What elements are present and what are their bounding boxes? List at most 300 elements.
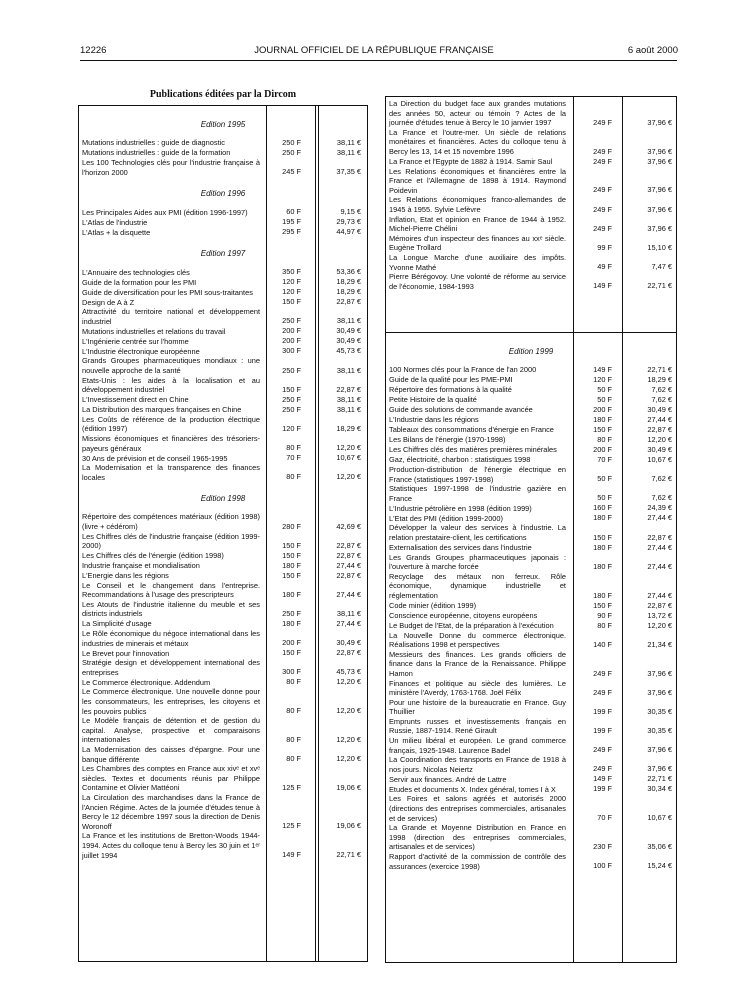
publication-row	[79, 512, 367, 531]
price-francs: 120 F	[282, 277, 301, 287]
price-francs: 245 F	[282, 167, 301, 177]
price-francs: 280 F	[282, 521, 301, 531]
publication-row	[386, 445, 676, 455]
publication-row	[386, 823, 676, 852]
publication-row	[386, 572, 676, 601]
publication-row	[386, 650, 676, 679]
publication-name: Le Modèle français de détention et de gestion du capital. Analyse, prospective et comparaisons internationales	[82, 716, 260, 745]
price-francs: 200 F	[593, 405, 612, 414]
publication-name: Les Principales Aides aux PMI (édition 1996-1997)	[82, 207, 248, 217]
price-euros: 10,67 €	[647, 813, 672, 823]
publication-name: Le Conseil et le changement dans l'entreprise. Recommandations à l'usage des prescripteurs	[82, 580, 260, 600]
price-francs: 250 F	[282, 365, 301, 375]
price-francs: 160 F	[593, 503, 612, 513]
price-francs: 150 F	[593, 532, 612, 542]
publication-name: La Distribution des marques françaises en Chine	[82, 405, 242, 415]
price-francs: 149 F	[593, 365, 612, 374]
publication-row	[79, 346, 367, 356]
price-francs: 180 F	[593, 542, 612, 552]
price-euros: 22,87 €	[647, 600, 672, 610]
publication-name: Stratégie design et développement international des entreprises	[82, 658, 260, 677]
publication-name: Externalisation des services dans l'industrie	[389, 542, 532, 552]
price-euros: 9,15 €	[340, 207, 361, 217]
price-francs: 150 F	[593, 425, 612, 434]
price-euros: 27,44 €	[647, 561, 672, 571]
publication-name: La Longue Marche d'une auxiliaire des impôts. Yvonne Mathé	[389, 252, 566, 272]
price-francs: 249 F	[593, 117, 612, 127]
price-francs: 140 F	[593, 639, 612, 649]
price-francs: 125 F	[282, 782, 301, 792]
publication-name: Guide des solutions de commande avancée	[389, 405, 533, 415]
publication-row	[79, 551, 367, 561]
publication-name: Rapport d'activité de la commission de contrôle des assurances (exercice 1998)	[389, 852, 566, 871]
price-francs: 50 F	[597, 493, 612, 503]
publication-name: Statistiques 1997-1998 de l'industrie gazière en France	[389, 484, 566, 503]
publication-name: Mutations industrielles : guide de la formation	[82, 148, 231, 158]
price-francs: 120 F	[282, 423, 301, 433]
edition-heading: Edition 1997	[200, 249, 246, 259]
price-euros: 22,87 €	[336, 550, 361, 560]
publication-row	[79, 326, 367, 336]
publication-name: Production-distribution de l'énergie électrique en France (statistiques 1997-1998)	[389, 465, 566, 484]
price-euros: 37,96 €	[647, 146, 672, 156]
price-euros: 12,20 €	[647, 620, 672, 630]
price-francs: 300 F	[282, 667, 301, 677]
publication-name: Les Chambres des comptes en France aux xivᵉ et xvᵉ siècles. Textes et documents réunis par Philippe Contamine et Olivier Mattéoni	[82, 764, 260, 793]
publication-name: Les Grands Groupes pharmaceutiques japonais : l'ouverture à marche forcée	[389, 552, 566, 572]
price-francs: 99 F	[597, 242, 612, 252]
publication-name: Guide de la qualité pour les PME-PMI	[389, 375, 513, 385]
price-francs: 150 F	[282, 384, 301, 394]
publication-row	[79, 356, 367, 375]
publication-name: Le Budget de l'Etat, de la préparation à l'exécution	[389, 620, 554, 630]
price-francs: 249 F	[593, 146, 612, 156]
price-francs: 180 F	[593, 561, 612, 571]
price-francs: 149 F	[593, 774, 612, 784]
publication-name: Gaz, électricité, charbon : statistiques 1998	[389, 455, 531, 465]
publication-name: Etudes et documents X. Index général, tomes I à X	[389, 784, 556, 794]
publication-name: L'Investissement direct en Chine	[82, 395, 189, 405]
publication-row	[386, 455, 676, 465]
publication-name: Tableaux des consommations d'énergie en France	[389, 425, 554, 435]
publication-row	[386, 503, 676, 513]
price-francs: 199 F	[593, 784, 612, 794]
price-euros: 12,20 €	[336, 443, 361, 453]
publication-name: Développer la valeur des services à l'industrie. La relation prestataire-client, les certifications	[389, 523, 566, 542]
price-francs: 180 F	[282, 619, 301, 629]
price-euros: 22,71 €	[336, 850, 361, 860]
price-euros: 37,96 €	[647, 204, 672, 214]
publication-row	[386, 679, 676, 698]
price-euros: 22,71 €	[647, 365, 672, 374]
publication-name: La France et les institutions de Bretton-Woods 1944-1994. Actes du colloque tenu à Bercy les 30 juin et 1ᵉʳ juillet 1994	[82, 831, 260, 860]
price-euros: 27,44 €	[647, 542, 672, 552]
publication-row	[386, 543, 676, 553]
price-francs: 150 F	[282, 550, 301, 560]
price-francs: 300 F	[282, 346, 301, 356]
price-francs: 250 F	[282, 148, 301, 157]
price-francs: 180 F	[593, 415, 612, 424]
price-euros: 30,49 €	[647, 405, 672, 414]
price-euros: 27,44 €	[336, 619, 361, 629]
price-euros: 29,73 €	[336, 217, 361, 227]
edition-heading: Edition 1999	[508, 347, 554, 356]
price-euros: 37,96 €	[647, 223, 672, 233]
price-euros: 38,11 €	[336, 138, 361, 147]
publication-row	[386, 852, 676, 871]
publication-row	[386, 167, 676, 196]
price-francs: 80 F	[597, 435, 612, 444]
price-euros: 30,49 €	[336, 326, 361, 336]
publication-row	[386, 513, 676, 523]
right-bottom-rows	[386, 333, 676, 871]
price-euros: 35,06 €	[647, 842, 672, 851]
price-euros: 22,87 €	[336, 297, 361, 307]
price-francs: 60 F	[286, 207, 301, 217]
publication-row	[386, 611, 676, 621]
price-francs: 249 F	[593, 764, 612, 774]
price-euros: 15,10 €	[647, 242, 672, 252]
price-francs: 70 F	[597, 813, 612, 823]
publication-name: 100 Normes clés pour la France de l'an 2000	[389, 365, 537, 375]
price-francs: 80 F	[286, 443, 301, 453]
publication-row	[79, 658, 367, 677]
price-francs: 100 F	[593, 861, 612, 871]
publication-row	[79, 217, 367, 227]
publication-row	[386, 553, 676, 572]
publication-name: Les Chiffres clés des matières premières minérales	[389, 445, 557, 455]
publication-name: Les Atouts de l'industrie italienne du meuble et ses districts industriels	[82, 599, 260, 619]
header-rule	[80, 60, 677, 61]
price-francs: 90 F	[597, 610, 612, 620]
price-euros: 38,11 €	[336, 394, 361, 404]
publication-row	[386, 717, 676, 736]
price-francs: 80 F	[286, 754, 301, 764]
publication-name: Le Commerce électronique. Une nouvelle donne pour les consommateurs, les entreprises, les citoyens et les pouvoirs publics	[82, 687, 260, 716]
publication-row	[79, 227, 367, 237]
price-francs: 199 F	[593, 706, 612, 716]
price-francs: 180 F	[282, 560, 301, 570]
publication-name: Le Rôle économique du négoce international dans les industries de minerais et métaux	[82, 629, 260, 648]
publication-name: Les Bilans de l'énergie (1970-1998)	[389, 435, 506, 445]
publication-row	[386, 395, 676, 405]
publication-name: La Coordination des transports en France de 1918 à nos jours. Nicolas Neiertz	[389, 755, 566, 774]
publication-row	[386, 601, 676, 611]
price-francs: 249 F	[593, 687, 612, 697]
publication-row	[79, 267, 367, 277]
price-euros: 38,11 €	[336, 148, 361, 157]
publication-row	[386, 195, 676, 214]
price-euros: 7,62 €	[651, 395, 672, 404]
publication-name: La Simplicité d'usage	[82, 619, 152, 629]
publication-row	[79, 716, 367, 745]
price-francs: 150 F	[282, 297, 301, 307]
publication-row	[79, 600, 367, 619]
publication-name: Les Relations économiques et financières entre la France et l'Allemagne de 1898 à 1914. Raymond Poidevin	[389, 166, 566, 195]
publication-title: Publications éditées par la Dircom	[149, 89, 297, 100]
publication-row	[79, 463, 367, 482]
price-euros: 18,29 €	[336, 277, 361, 287]
price-francs: 350 F	[282, 267, 301, 277]
price-euros: 15,24 €	[647, 861, 672, 871]
issue-date: 6 août 2000	[627, 45, 678, 56]
price-euros: 22,87 €	[647, 425, 672, 434]
price-euros: 7,62 €	[651, 385, 672, 394]
publication-row	[79, 307, 367, 326]
price-euros: 37,96 €	[647, 185, 672, 195]
price-francs: 125 F	[282, 821, 301, 831]
price-francs: 200 F	[593, 445, 612, 454]
price-euros: 37,96 €	[647, 117, 672, 127]
price-francs: 249 F	[593, 668, 612, 678]
price-francs: 249 F	[593, 185, 612, 195]
publication-row	[79, 745, 367, 764]
price-francs: 200 F	[282, 336, 301, 346]
publication-name: Mutations industrielles : guide de diagnostic	[82, 138, 225, 148]
publication-name: Guide de diversification pour les PMI sous-traitantes	[82, 287, 253, 297]
right-bottom-price-table	[385, 332, 677, 963]
publication-name: L'Atlas + la disquette	[82, 227, 151, 237]
price-francs: 49 F	[597, 262, 612, 272]
publication-name: La Modernisation des caisses d'épargne. Pour une banque différente	[82, 745, 260, 764]
publication-row	[79, 764, 367, 793]
price-euros: 12,20 €	[336, 735, 361, 744]
publication-name: La Grande et Moyenne Distribution en France en 1998 (direction des entreprises commerciales, artisanales et de services)	[389, 823, 566, 852]
publication-name: Servir aux finances. André de Lattre	[389, 774, 507, 784]
journal-title: JOURNAL OFFICIEL DE LA RÉPUBLIQUE FRANÇAISE	[254, 45, 494, 56]
publication-row	[386, 157, 676, 167]
publication-row	[386, 375, 676, 385]
price-francs: 195 F	[282, 217, 301, 227]
publication-name: Etats-Unis : les aides à la localisation et au développement industriel	[82, 375, 260, 395]
publication-row	[79, 793, 367, 831]
publication-row	[386, 523, 676, 542]
publication-row	[386, 385, 676, 395]
price-euros: 38,11 €	[336, 609, 361, 619]
left-rows	[79, 106, 367, 860]
price-francs: 249 F	[593, 223, 612, 233]
price-euros: 10,67 €	[647, 455, 672, 464]
price-francs: 150 F	[282, 648, 301, 658]
price-francs: 80 F	[286, 735, 301, 744]
price-francs: 149 F	[593, 281, 612, 291]
price-euros: 30,35 €	[647, 726, 672, 736]
price-euros: 38,11 €	[336, 404, 361, 414]
price-euros: 30,49 €	[336, 336, 361, 346]
publication-row	[386, 415, 676, 425]
price-euros: 38,11 €	[336, 316, 361, 326]
publication-name: L'Ingénierie centrée sur l'homme	[82, 336, 189, 346]
publication-name: Répertoire des compétences matériaux (édition 1998) (livre + cédérom)	[82, 512, 260, 531]
price-francs: 230 F	[593, 842, 612, 851]
publication-name: Code minier (édition 1999)	[389, 600, 477, 610]
price-euros: 21,34 €	[647, 639, 672, 649]
publication-name: Guide de la formation pour les PMI	[82, 277, 197, 287]
price-francs: 50 F	[597, 474, 612, 484]
publication-name: Les 100 Technologies clés pour l'industrie française à l'horizon 2000	[82, 158, 260, 177]
publication-row	[386, 736, 676, 755]
publication-row	[79, 629, 367, 648]
publication-name: L'Energie dans les régions	[82, 571, 169, 581]
publication-name: Le Commerce électronique. Addendum	[82, 677, 211, 687]
publication-row	[386, 234, 676, 253]
price-francs: 150 F	[593, 600, 612, 610]
price-euros: 22,87 €	[336, 384, 361, 394]
price-francs: 250 F	[282, 316, 301, 326]
publication-name: L'Etat des PMI (édition 1999-2000)	[389, 513, 503, 523]
publication-name: Missions économiques et financières des trésoriers-payeurs généraux	[82, 433, 260, 453]
price-francs: 70 F	[597, 455, 612, 464]
publication-name: Inflation, Etat et opinion en France de 1944 à 1952. Michel-Pierre Chélini	[389, 214, 566, 234]
price-francs: 250 F	[282, 609, 301, 619]
publication-name: Messieurs des finances. Les grands officiers de finance dans la France de la Renaissance. Philippe Hamon	[389, 649, 566, 678]
publication-row	[79, 571, 367, 581]
right-top-rows	[386, 97, 676, 291]
price-euros: 12,20 €	[647, 435, 672, 444]
price-euros: 18,29 €	[336, 287, 361, 297]
price-francs: 120 F	[593, 375, 612, 384]
price-euros: 27,44 €	[647, 415, 672, 424]
price-euros: 30,35 €	[647, 706, 672, 716]
price-francs: 250 F	[282, 394, 301, 404]
publication-name: Design de A à Z	[82, 297, 135, 307]
publication-name: L'Atlas de l'industrie	[82, 217, 148, 227]
publication-row	[386, 253, 676, 272]
publication-name: La Nouvelle Donne du commerce électronique. Réalisations 1998 et perspectives	[389, 630, 566, 650]
price-francs: 180 F	[593, 590, 612, 600]
publication-row	[386, 784, 676, 794]
price-francs: 249 F	[593, 156, 612, 166]
price-francs: 50 F	[597, 385, 612, 394]
publication-name: L'Annuaire des technologies clés	[82, 267, 190, 277]
publication-row	[386, 794, 676, 823]
price-euros: 27,44 €	[647, 590, 672, 600]
price-euros: 53,36 €	[336, 267, 361, 277]
publication-name: Mutations industrielles et relations du travail	[82, 326, 226, 336]
price-francs: 80 F	[286, 677, 301, 687]
price-euros: 10,67 €	[336, 453, 361, 463]
edition-heading: Edition 1998	[200, 494, 246, 504]
publication-row	[79, 277, 367, 287]
publication-name: Les Foires et salons agréés et autorisés 2000 (directions des entreprises commerciales, artisanales et de services)	[389, 794, 566, 823]
price-euros: 19,06 €	[336, 821, 361, 831]
price-francs: 80 F	[597, 620, 612, 630]
price-francs: 50 F	[597, 395, 612, 404]
publication-name: Pour une histoire de la bureaucratie en France. Guy Thuillier	[389, 697, 566, 717]
edition-heading: Edition 1995	[200, 120, 246, 129]
price-euros: 22,87 €	[336, 570, 361, 580]
price-francs: 150 F	[282, 570, 301, 580]
price-euros: 12,20 €	[336, 677, 361, 687]
publication-row	[79, 148, 367, 158]
publication-row	[386, 425, 676, 435]
price-euros: 44,97 €	[336, 227, 361, 237]
price-euros: 27,44 €	[336, 589, 361, 599]
publication-name: Industrie française et mondialisation	[82, 561, 200, 571]
price-francs: 249 F	[593, 204, 612, 214]
publication-row	[386, 215, 676, 234]
price-francs: 150 F	[282, 540, 301, 550]
price-francs: 200 F	[282, 326, 301, 336]
publication-name: Emprunts russes et investissements français en Russie, 1887-1914. René Girault	[389, 716, 566, 736]
left-price-table	[78, 105, 368, 962]
price-euros: 18,29 €	[647, 375, 672, 384]
publication-row	[79, 287, 367, 297]
publication-row	[79, 434, 367, 453]
publication-row	[79, 831, 367, 860]
price-francs: 295 F	[282, 227, 301, 237]
price-francs: 200 F	[282, 638, 301, 648]
publication-row	[386, 405, 676, 415]
price-euros: 12,20 €	[336, 754, 361, 764]
price-euros: 37,96 €	[647, 764, 672, 774]
publication-row	[79, 405, 367, 415]
publication-row	[386, 99, 676, 128]
price-euros: 45,73 €	[336, 346, 361, 356]
price-euros: 37,96 €	[647, 668, 672, 678]
publication-name: L'Industrie électronique européenne	[82, 346, 200, 356]
price-euros: 27,44 €	[647, 513, 672, 523]
publication-name: Pierre Bérégovoy. Une volonté de réforme au service de l'économie, 1984-1993	[389, 272, 566, 291]
publication-row	[79, 207, 367, 217]
publication-row	[386, 631, 676, 650]
publication-name: Les Chiffres clés de l'énergie (édition 1998)	[82, 551, 224, 561]
publication-row	[79, 453, 367, 463]
price-euros: 12,20 €	[336, 472, 361, 482]
price-francs: 80 F	[286, 706, 301, 716]
price-euros: 37,35 €	[336, 167, 361, 177]
price-francs: 80 F	[286, 472, 301, 482]
publication-name: Un milieu libéral et européen. Le grand commerce français, 1925-1948. Laurence Badel	[389, 736, 566, 755]
price-euros: 22,87 €	[336, 648, 361, 658]
page-number: 12226	[80, 45, 107, 56]
price-francs: 249 F	[593, 745, 612, 755]
publication-row	[79, 532, 367, 551]
publication-row	[386, 484, 676, 503]
price-francs: 120 F	[282, 287, 301, 297]
price-euros: 22,87 €	[647, 532, 672, 542]
price-euros: 37,96 €	[647, 156, 672, 166]
publication-row	[386, 465, 676, 484]
price-euros: 13,72 €	[647, 610, 672, 620]
publication-name: La Circulation des marchandises dans la France de l'Ancien Régime. Actes de la journée d'études tenue à Bercy le 12 décembre 1997 sous la direction de Denis Woronoff	[82, 792, 260, 831]
publication-row	[79, 297, 367, 307]
publication-name: La Modernisation et la transparence des finances locales	[82, 463, 260, 482]
price-francs: 180 F	[593, 513, 612, 523]
publication-row	[79, 395, 367, 405]
publication-name: La France et l'outre-mer. Un siècle de relations monétaires et financières. Actes du colloque tenu à Bercy les 13, 14 et 15 novembre 1996	[389, 127, 566, 156]
price-euros: 37,96 €	[647, 687, 672, 697]
price-euros: 22,71 €	[647, 281, 672, 291]
publication-row	[386, 128, 676, 157]
publication-row	[386, 621, 676, 631]
publication-name: Mémoires d'un inspecteur des finances au xxᵉ siècle. Eugène Trollard	[389, 233, 566, 253]
price-francs: 180 F	[282, 589, 301, 599]
price-euros: 37,96 €	[647, 745, 672, 755]
price-francs: 149 F	[282, 850, 301, 860]
right-top-price-table	[385, 96, 677, 333]
publication-row	[79, 415, 367, 434]
publication-name: Grands Groupes pharmaceutiques mondiaux : une nouvelle approche de la santé	[82, 356, 260, 375]
publication-row	[79, 687, 367, 716]
price-euros: 22,71 €	[647, 774, 672, 784]
price-euros: 12,20 €	[336, 706, 361, 716]
publication-row	[386, 365, 676, 375]
price-euros: 7,62 €	[651, 474, 672, 484]
publication-row	[386, 435, 676, 445]
price-euros: 38,11 €	[336, 365, 361, 375]
price-francs: 199 F	[593, 726, 612, 736]
